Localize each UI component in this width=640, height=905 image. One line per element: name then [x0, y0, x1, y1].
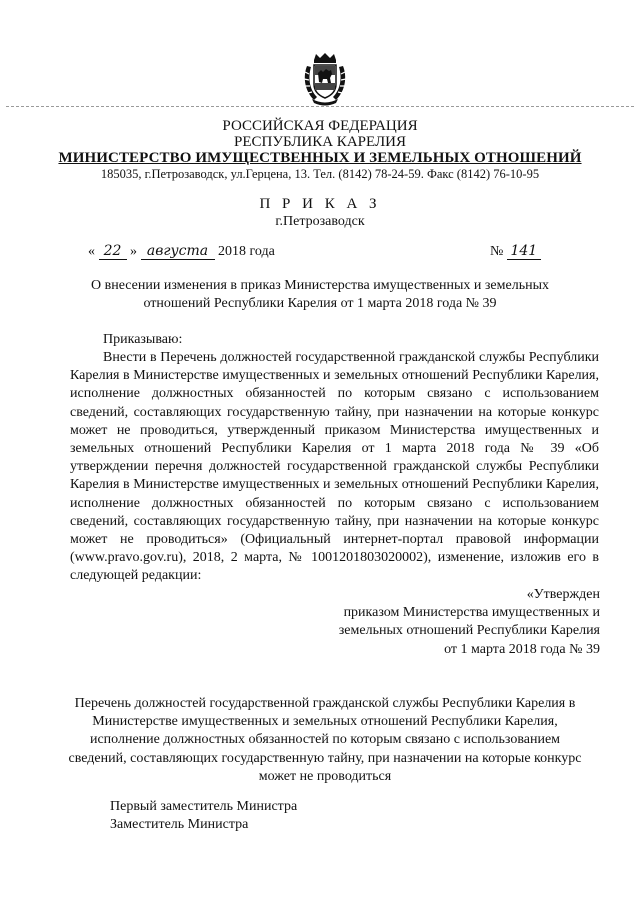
approval-line-4: от 1 марта 2018 года № 39: [444, 641, 600, 657]
number-label: №: [490, 244, 504, 259]
date-close-quote: »: [130, 244, 137, 259]
date-month-handwritten: августа: [141, 243, 215, 260]
list-title: Перечень должностей государственной гражданской службы Республики Карелия в Министерстве имущественных и земельных отношений Республики Карелия, исполнение должностных обязанностей по которым связано с использованием сведений, составляющих государственную тайну, при назначении на которые конкурс может не проводиться: [68, 696, 582, 784]
document-date: [88, 243, 275, 260]
date-open-quote: «: [88, 244, 95, 259]
document-number: [490, 243, 541, 260]
coat-of-arms-emblem: [302, 52, 348, 106]
date-year: 2018 года: [218, 244, 275, 259]
header-address: 185035, г.Петрозаводск, ул.Герцена, 13. Тел. (8142) 78-24-59. Факс (8142) 76-10-95: [100, 167, 540, 181]
list-item: Заместитель Министра: [110, 817, 249, 832]
header-ministry: МИНИСТЕРСТВО ИМУЩЕСТВЕННЫХ И ЗЕМЕЛЬНЫХ ОТНОШЕНИЙ: [58, 150, 582, 166]
document-city: г.Петрозаводск: [275, 214, 365, 229]
header-country: РОССИЙСКАЯ ФЕДЕРАЦИЯ: [222, 118, 418, 134]
document-subject: О внесении изменения в приказ Министерства имущественных и земельных отношений Республики Карелия от 1 марта 2018 года № 39: [91, 278, 549, 311]
header-divider: [6, 106, 634, 107]
list-item: Первый заместитель Министра: [110, 799, 298, 814]
approval-line-2: приказом Министерства имущественных и: [343, 605, 600, 621]
approval-line-3: земельных отношений Республики Карелия: [338, 623, 600, 639]
approval-line-1: «Утвержден: [526, 587, 600, 602]
order-word: Приказываю:: [103, 332, 183, 347]
order-paragraph: Внести в Перечень должностей государственной гражданской службы Республики Карелия в Министерстве имущественных и земельных отношений Республики Карелия, исполнение должностных обязанностей по которым связано с использованием сведений, составляющих государственную тайну, при назначении на которые конкурс может не проводиться, утвержденный приказом Министерства имущественных и земельных отношений Республики Карелия от 1 марта 2018 года № 39 «Об утверждении перечня должностей государственной гражданской службы Республики Карелия в Министерстве имущественных и земельных отношений Республики Карелия, исполнение должностных обязанностей по которым связано с использованием сведений, составляющих государственную тайну, при назначении на которые конкурс может не проводиться» (Официальный интернет-портал правовой информации (www.pravo.gov.ru), 2018, 2 марта, № 1001201803020002), изменение, изложив его в следующей редакции:: [70, 350, 599, 584]
header-republic: РЕСПУБЛИКА КАРЕЛИЯ: [234, 134, 406, 150]
number-handwritten: 141: [507, 243, 541, 260]
approval-block: [300, 586, 600, 659]
date-day-handwritten: 22: [99, 243, 127, 260]
document-type: П Р И К А З: [259, 196, 381, 212]
